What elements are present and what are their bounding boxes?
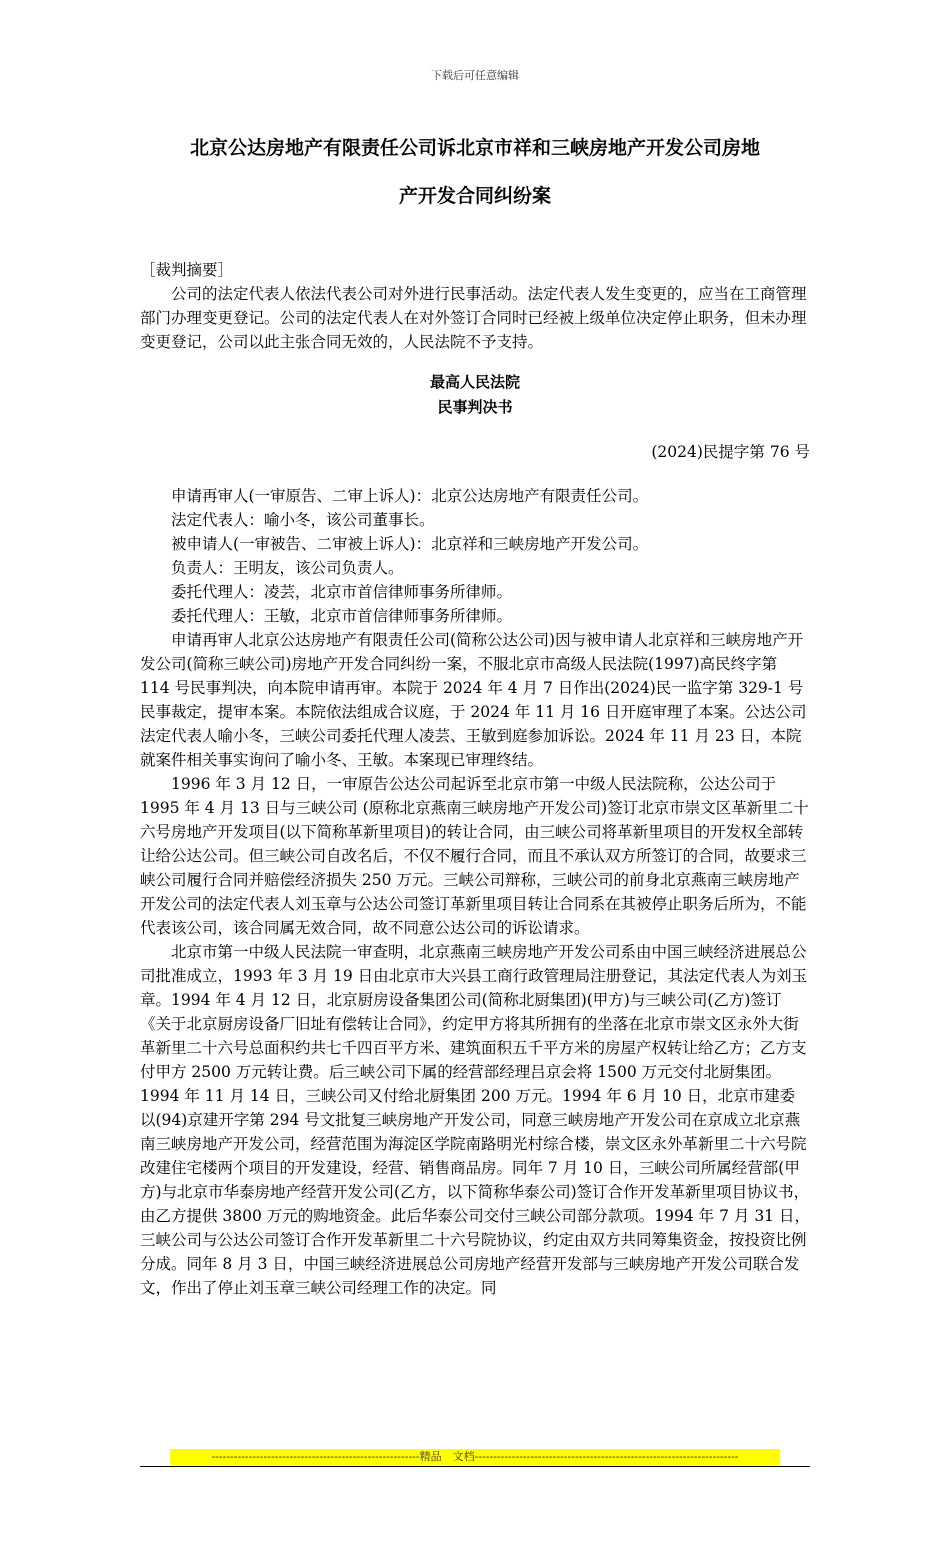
footer-watermark-bar: --------------------------------------------------------精品 文档----------------------------------------------------------------------- [170,1449,780,1465]
party-line: 负责人：王明友，该公司负责人。 [171,559,404,577]
party-line: 委托代理人：王敏，北京市首信律师事务所律师。 [171,607,513,625]
court-heading [140,370,810,420]
body-paragraph: 申请再审人北京公达房地产有限责任公司(简称公达公司)因与被申请人北京祥和三峡房地产开发公司(简称三峡公司)房地产开发合同纠纷一案，不服北京市高级人民法院(1997)高民终字第 114 号民事判决，向本院申请再审。本院于 2024 年 4 月 7 日作出(2024)民一监字第 329-1 号民事裁定，提审本案。本院依法组成合议庭，于 2024 年 11 月 16 日开庭审理了本案。公达公司法定代表人喻小冬，三峡公司委托代理人凌芸、王敏到庭参加诉讼。2024 年 11 月 23 日，本院就案件相关事实询问了喻小冬、王敏。本案现已审理终结。 [140,631,807,769]
footer-divider [140,1466,810,1467]
party-line: 被申请人(一审被告、二审被上诉人)：北京祥和三峡房地产开发公司。 [171,535,649,553]
party-line: 委托代理人：凌芸，北京市首信律师事务所律师。 [171,583,513,601]
summary-text: 公司的法定代表人依法代表公司对外进行民事活动。法定代表人发生变更的，应当在工商管理部门办理变更登记。公司的法定代表人在对外签订合同时已经被上级单位决定停止职务，但未办理变更登记，公司以此主张合同无效的，人民法院不予支持。 [140,285,807,351]
body-paragraph: 北京市第一中级人民法院一审查明，北京燕南三峡房地产开发公司系由中国三峡经济进展总公司批准成立，1993 年 3 月 19 日由北京市大兴县工商行政管理局注册登记，其法定代表人为刘玉章。1994 年 4 月 12 日，北京厨房设备集团公司(简称北厨集团)(甲方)与三峡公司(乙方)签订《关于北京厨房设备厂旧址有偿转让合同》，约定甲方将其所拥有的坐落在北京市崇文区永外大街革新里二十六号总面积约共七千四百平方米、建筑面积五千平方米的房屋产权转让给乙方；乙方支付甲方 2500 万元转让费。后三峡公司下属的经营部经理吕京会将 1500 万元交付北厨集团。1994 年 11 月 14 日，三峡公司又付给北厨集团 200 万元。1994 年 6 月 10 日，北京市建委以(94)京建开字第 294 号文批复三峡房地产开发公司，同意三峡房地产开发公司在京成立北京燕南三峡房地产开发公司，经营范围为海淀区学院南路明光村综合楼，崇文区永外革新里二十六号院改建住宅楼两个项目的开发建设，经营、销售商品房。同年 7 月 10 日，三峡公司所属经营部(甲方)与北京市华泰房地产经营开发公司(乙方，以下简称华泰公司)签订合作开发革新里项目协议书，由乙方提供 3800 万元的购地资金。此后华泰公司交付三峡公司部分款项。1994 年 7 月 31 日，三峡公司与公达公司签订合作开发革新里二十六号院协议，约定由双方共同筹集资金，按投资比例分成。同年 8 月 3 日，中国三峡经济进展总公司房地产经营开发部与三峡房地产开发公司联合发文，作出了停止刘玉章三峡公司经理工作的决定。同 [140,943,810,1297]
body-paragraph: 1996 年 3 月 12 日，一审原告公达公司起诉至北京市第一中级人民法院称，公达公司于 1995 年 4 月 13 日与三峡公司 (原称北京燕南三峡房地产开发公司)签订北京市崇文区革新里二十六号房地产开发项目(以下简称革新里项目)的转让合同，由三峡公司将革新里项目的开发权全部转让给公达公司。但三峡公司自改名后，不仅不履行合同，而且不承认双方所签订的合同，故要求三峡公司履行合同并赔偿经济损失 250 万元。三峡公司辩称，三峡公司的前身北京燕南三峡房地产开发公司的法定代表人刘玉章与公达公司签订革新里项目转让合同系在其被停止职务后所为，不能代表该公司，该合同属无效合同，故不同意公达公司的诉讼请求。 [140,775,809,937]
document-body [140,258,810,1300]
court-name: 最高人民法院 [429,373,520,391]
party-line: 申请再审人(一审原告、二审上诉人)：北京公达房地产有限责任公司。 [171,487,649,505]
document-title [140,124,810,220]
title-line-2: 产开发合同纠纷案 [398,185,551,207]
summary-label: ［裁判摘要］ [140,261,234,279]
party-line: 法定代表人：喻小冬，该公司董事长。 [171,511,435,529]
title-line-1: 北京公达房地产有限责任公司诉北京市祥和三峡房地产开发公司房地 [189,137,760,159]
case-number: (2024)民提字第 76 号 [651,443,810,461]
header-note: 下载后可任意编辑 [431,69,519,82]
judgment-type: 民事判决书 [437,398,513,416]
